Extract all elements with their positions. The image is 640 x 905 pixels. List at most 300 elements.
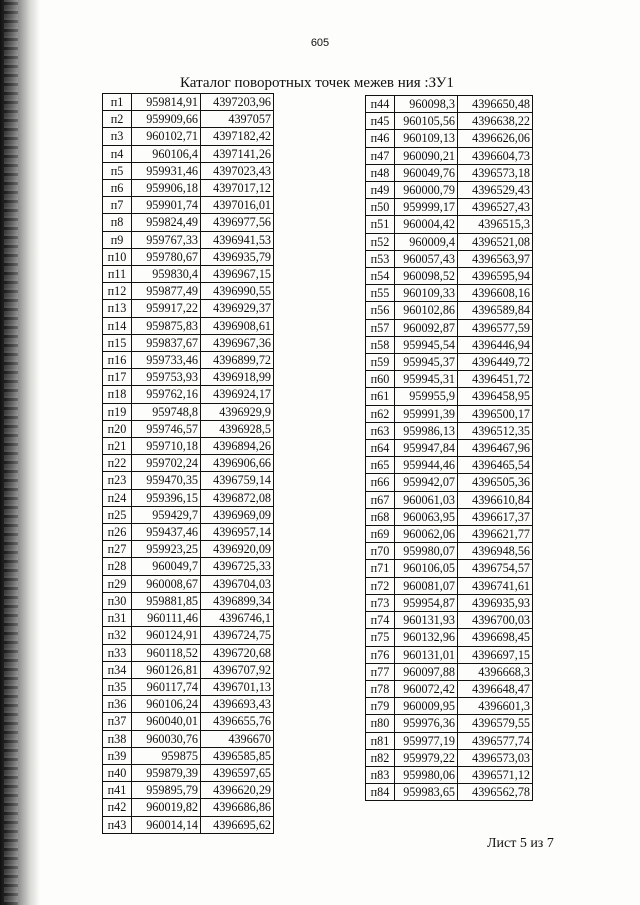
y-coordinate-cell: 4397057 <box>201 111 274 128</box>
table-row <box>103 592 274 609</box>
point-id-cell: п56 <box>366 302 395 319</box>
x-coordinate-cell: 960072,42 <box>395 680 458 697</box>
table-row <box>366 732 533 749</box>
table-row <box>366 113 533 130</box>
table-row <box>366 766 533 783</box>
point-id-cell: п81 <box>366 732 395 749</box>
x-coordinate-cell: 959954,87 <box>395 594 458 611</box>
y-coordinate-cell: 4396446,94 <box>458 336 533 353</box>
x-coordinate-cell: 960131,93 <box>395 612 458 629</box>
y-coordinate-cell: 4396969,09 <box>201 506 274 523</box>
table-row <box>103 197 274 214</box>
catalog-title: Каталог поворотных точек межев ния :ЗУ1 <box>180 75 454 91</box>
x-coordinate-cell: 960061,03 <box>395 491 458 508</box>
x-coordinate-cell: 960124,91 <box>132 627 201 644</box>
point-id-cell: п30 <box>103 592 132 609</box>
table-row <box>366 233 533 250</box>
table-row <box>366 164 533 181</box>
table-row <box>103 214 274 231</box>
x-coordinate-cell: 959429,7 <box>132 506 201 523</box>
table-row <box>366 199 533 216</box>
point-id-cell: п76 <box>366 646 395 663</box>
x-coordinate-cell: 959875,83 <box>132 317 201 334</box>
y-coordinate-cell: 4396458,95 <box>458 388 533 405</box>
x-coordinate-cell: 959762,16 <box>132 386 201 403</box>
table-row <box>366 474 533 491</box>
point-id-cell: п4 <box>103 145 132 162</box>
y-coordinate-cell: 4396601,3 <box>458 698 533 715</box>
x-coordinate-cell: 959955,9 <box>395 388 458 405</box>
y-coordinate-cell: 4396527,43 <box>458 199 533 216</box>
table-row <box>366 646 533 663</box>
table-row <box>103 94 274 111</box>
x-coordinate-cell: 959945,31 <box>395 371 458 388</box>
x-coordinate-cell: 959746,57 <box>132 420 201 437</box>
table-row <box>366 663 533 680</box>
x-coordinate-cell: 959470,35 <box>132 472 201 489</box>
y-coordinate-cell: 4396695,62 <box>201 816 274 833</box>
y-coordinate-cell: 4396704,03 <box>201 575 274 592</box>
point-id-cell: п48 <box>366 164 395 181</box>
point-id-cell: п26 <box>103 524 132 541</box>
x-coordinate-cell: 960049,7 <box>132 558 201 575</box>
point-id-cell: п84 <box>366 784 395 801</box>
y-coordinate-cell: 4396563,97 <box>458 250 533 267</box>
x-coordinate-cell: 959931,46 <box>132 162 201 179</box>
table-row <box>366 526 533 543</box>
table-row <box>366 457 533 474</box>
y-coordinate-cell: 4397203,96 <box>201 94 274 111</box>
table-row <box>366 354 533 371</box>
point-id-cell: п17 <box>103 369 132 386</box>
y-coordinate-cell: 4396720,68 <box>201 644 274 661</box>
x-coordinate-cell: 960132,96 <box>395 629 458 646</box>
x-coordinate-cell: 960117,74 <box>132 678 201 695</box>
x-coordinate-cell: 959767,33 <box>132 231 201 248</box>
table-row <box>366 508 533 525</box>
table-row <box>366 784 533 801</box>
point-id-cell: п41 <box>103 782 132 799</box>
x-coordinate-cell: 960009,4 <box>395 233 458 250</box>
y-coordinate-cell: 4396579,55 <box>458 715 533 732</box>
y-coordinate-cell: 4396929,37 <box>201 300 274 317</box>
point-id-cell: п65 <box>366 457 395 474</box>
y-coordinate-cell: 4396626,06 <box>458 130 533 147</box>
point-id-cell: п57 <box>366 319 395 336</box>
y-coordinate-cell: 4396920,09 <box>201 541 274 558</box>
x-coordinate-cell: 959945,54 <box>395 336 458 353</box>
y-coordinate-cell: 4396595,94 <box>458 268 533 285</box>
point-id-cell: п46 <box>366 130 395 147</box>
table-row <box>366 319 533 336</box>
x-coordinate-cell: 959983,65 <box>395 784 458 801</box>
table-row <box>103 403 274 420</box>
table-row <box>366 594 533 611</box>
point-id-cell: п42 <box>103 799 132 816</box>
x-coordinate-cell: 959824,49 <box>132 214 201 231</box>
y-coordinate-cell: 4396604,73 <box>458 147 533 164</box>
point-id-cell: п67 <box>366 491 395 508</box>
y-coordinate-cell: 4396608,16 <box>458 285 533 302</box>
table-row <box>366 422 533 439</box>
x-coordinate-cell: 960040,01 <box>132 713 201 730</box>
y-coordinate-cell: 4396577,59 <box>458 319 533 336</box>
y-coordinate-cell: 4396899,72 <box>201 352 274 369</box>
table-row <box>103 575 274 592</box>
y-coordinate-cell: 4396906,66 <box>201 455 274 472</box>
point-id-cell: п2 <box>103 111 132 128</box>
point-id-cell: п50 <box>366 199 395 216</box>
point-id-cell: п34 <box>103 661 132 678</box>
y-coordinate-cell: 4396908,61 <box>201 317 274 334</box>
y-coordinate-cell: 4396697,15 <box>458 646 533 663</box>
table-row <box>366 147 533 164</box>
y-coordinate-cell: 4396597,65 <box>201 764 274 781</box>
table-row <box>103 231 274 248</box>
y-coordinate-cell: 4396585,85 <box>201 747 274 764</box>
x-coordinate-cell: 960004,42 <box>395 216 458 233</box>
y-coordinate-cell: 4396741,61 <box>458 577 533 594</box>
point-id-cell: п11 <box>103 266 132 283</box>
point-id-cell: п1 <box>103 94 132 111</box>
x-coordinate-cell: 960105,56 <box>395 113 458 130</box>
point-id-cell: п40 <box>103 764 132 781</box>
table-row <box>366 491 533 508</box>
table-row <box>103 317 274 334</box>
table-row <box>103 661 274 678</box>
table-row <box>103 145 274 162</box>
y-coordinate-cell: 4396573,03 <box>458 749 533 766</box>
x-coordinate-cell: 960000,79 <box>395 182 458 199</box>
table-row <box>366 629 533 646</box>
x-coordinate-cell: 959748,8 <box>132 403 201 420</box>
y-coordinate-cell: 4396617,37 <box>458 508 533 525</box>
table-row <box>366 749 533 766</box>
table-row <box>366 96 533 113</box>
x-coordinate-cell: 959780,67 <box>132 248 201 265</box>
y-coordinate-cell: 4396899,34 <box>201 592 274 609</box>
table-row <box>103 799 274 816</box>
scan-binding-edge <box>0 0 40 905</box>
x-coordinate-cell: 959710,18 <box>132 438 201 455</box>
table-row <box>103 111 274 128</box>
coordinates-table-left <box>102 93 274 834</box>
y-coordinate-cell: 4396967,36 <box>201 334 274 351</box>
table-row <box>103 386 274 403</box>
point-id-cell: п38 <box>103 730 132 747</box>
point-id-cell: п77 <box>366 663 395 680</box>
table-row <box>103 644 274 661</box>
page-number: 605 <box>310 37 330 49</box>
point-id-cell: п16 <box>103 352 132 369</box>
y-coordinate-cell: 4396929,9 <box>201 403 274 420</box>
point-id-cell: п9 <box>103 231 132 248</box>
x-coordinate-cell: 959977,19 <box>395 732 458 749</box>
x-coordinate-cell: 959837,67 <box>132 334 201 351</box>
point-id-cell: п59 <box>366 354 395 371</box>
y-coordinate-cell: 4396562,78 <box>458 784 533 801</box>
x-coordinate-cell: 960063,95 <box>395 508 458 525</box>
point-id-cell: п37 <box>103 713 132 730</box>
y-coordinate-cell: 4397017,12 <box>201 180 274 197</box>
point-id-cell: п58 <box>366 336 395 353</box>
y-coordinate-cell: 4396693,43 <box>201 696 274 713</box>
table-row <box>103 524 274 541</box>
point-id-cell: п39 <box>103 747 132 764</box>
point-id-cell: п12 <box>103 283 132 300</box>
x-coordinate-cell: 959437,46 <box>132 524 201 541</box>
x-coordinate-cell: 960049,76 <box>395 164 458 181</box>
x-coordinate-cell: 960109,13 <box>395 130 458 147</box>
x-coordinate-cell: 960111,46 <box>132 610 201 627</box>
y-coordinate-cell: 4396990,55 <box>201 283 274 300</box>
table-row <box>103 180 274 197</box>
table-row <box>366 698 533 715</box>
x-coordinate-cell: 959945,37 <box>395 354 458 371</box>
y-coordinate-cell: 4396935,79 <box>201 248 274 265</box>
y-coordinate-cell: 4396725,33 <box>201 558 274 575</box>
point-id-cell: п70 <box>366 543 395 560</box>
table-row <box>103 816 274 833</box>
point-id-cell: п22 <box>103 455 132 472</box>
y-coordinate-cell: 4396924,17 <box>201 386 274 403</box>
y-coordinate-cell: 4396668,3 <box>458 663 533 680</box>
point-id-cell: п21 <box>103 438 132 455</box>
table-row <box>366 182 533 199</box>
y-coordinate-cell: 4396638,22 <box>458 113 533 130</box>
x-coordinate-cell: 960092,87 <box>395 319 458 336</box>
point-id-cell: п83 <box>366 766 395 783</box>
y-coordinate-cell: 4396655,76 <box>201 713 274 730</box>
y-coordinate-cell: 4396500,17 <box>458 405 533 422</box>
point-id-cell: п31 <box>103 610 132 627</box>
y-coordinate-cell: 4396724,75 <box>201 627 274 644</box>
table-row <box>103 678 274 695</box>
y-coordinate-cell: 4397023,43 <box>201 162 274 179</box>
point-id-cell: п32 <box>103 627 132 644</box>
y-coordinate-cell: 4396465,54 <box>458 457 533 474</box>
y-coordinate-cell: 4396957,14 <box>201 524 274 541</box>
x-coordinate-cell: 960014,14 <box>132 816 201 833</box>
x-coordinate-cell: 959917,22 <box>132 300 201 317</box>
y-coordinate-cell: 4396894,26 <box>201 438 274 455</box>
y-coordinate-cell: 4396686,86 <box>201 799 274 816</box>
point-id-cell: п15 <box>103 334 132 351</box>
point-id-cell: п25 <box>103 506 132 523</box>
x-coordinate-cell: 959396,15 <box>132 489 201 506</box>
y-coordinate-cell: 4396451,72 <box>458 371 533 388</box>
y-coordinate-cell: 4396512,35 <box>458 422 533 439</box>
table-row <box>366 285 533 302</box>
table-row <box>366 440 533 457</box>
table-row <box>366 371 533 388</box>
point-id-cell: п20 <box>103 420 132 437</box>
point-id-cell: п45 <box>366 113 395 130</box>
point-id-cell: п8 <box>103 214 132 231</box>
point-id-cell: п68 <box>366 508 395 525</box>
y-coordinate-cell: 4396529,43 <box>458 182 533 199</box>
y-coordinate-cell: 4396754,57 <box>458 560 533 577</box>
table-row <box>103 472 274 489</box>
y-coordinate-cell: 4396621,77 <box>458 526 533 543</box>
y-coordinate-cell: 4396620,29 <box>201 782 274 799</box>
y-coordinate-cell: 4396707,92 <box>201 661 274 678</box>
table-row <box>366 612 533 629</box>
point-id-cell: п3 <box>103 128 132 145</box>
y-coordinate-cell: 4396577,74 <box>458 732 533 749</box>
table-row <box>103 764 274 781</box>
x-coordinate-cell: 960106,05 <box>395 560 458 577</box>
table-row <box>103 696 274 713</box>
point-id-cell: п49 <box>366 182 395 199</box>
y-coordinate-cell: 4396571,12 <box>458 766 533 783</box>
table-row <box>366 543 533 560</box>
point-id-cell: п28 <box>103 558 132 575</box>
x-coordinate-cell: 959944,46 <box>395 457 458 474</box>
point-id-cell: п35 <box>103 678 132 695</box>
x-coordinate-cell: 960102,71 <box>132 128 201 145</box>
y-coordinate-cell: 4396698,45 <box>458 629 533 646</box>
y-coordinate-cell: 4396670 <box>201 730 274 747</box>
table-row <box>103 506 274 523</box>
point-id-cell: п18 <box>103 386 132 403</box>
y-coordinate-cell: 4396650,48 <box>458 96 533 113</box>
y-coordinate-cell: 4396573,18 <box>458 164 533 181</box>
x-coordinate-cell: 959979,22 <box>395 749 458 766</box>
y-coordinate-cell: 4396701,13 <box>201 678 274 695</box>
x-coordinate-cell: 960131,01 <box>395 646 458 663</box>
x-coordinate-cell: 959986,13 <box>395 422 458 439</box>
y-coordinate-cell: 4396610,84 <box>458 491 533 508</box>
x-coordinate-cell: 960106,24 <box>132 696 201 713</box>
table-row <box>366 302 533 319</box>
x-coordinate-cell: 959753,93 <box>132 369 201 386</box>
point-id-cell: п5 <box>103 162 132 179</box>
table-row <box>366 130 533 147</box>
point-id-cell: п44 <box>366 96 395 113</box>
point-id-cell: п54 <box>366 268 395 285</box>
table-row <box>103 128 274 145</box>
point-id-cell: п43 <box>103 816 132 833</box>
table-row <box>103 438 274 455</box>
table-row <box>103 352 274 369</box>
x-coordinate-cell: 960098,52 <box>395 268 458 285</box>
table-row <box>103 713 274 730</box>
table-row <box>103 610 274 627</box>
x-coordinate-cell: 959980,06 <box>395 766 458 783</box>
x-coordinate-cell: 959923,25 <box>132 541 201 558</box>
point-id-cell: п47 <box>366 147 395 164</box>
point-id-cell: п52 <box>366 233 395 250</box>
point-id-cell: п80 <box>366 715 395 732</box>
point-id-cell: п36 <box>103 696 132 713</box>
point-id-cell: п71 <box>366 560 395 577</box>
y-coordinate-cell: 4396505,36 <box>458 474 533 491</box>
y-coordinate-cell: 4396515,3 <box>458 216 533 233</box>
x-coordinate-cell: 960081,07 <box>395 577 458 594</box>
x-coordinate-cell: 959947,84 <box>395 440 458 457</box>
table-row <box>103 730 274 747</box>
x-coordinate-cell: 960109,33 <box>395 285 458 302</box>
y-coordinate-cell: 4396467,96 <box>458 440 533 457</box>
x-coordinate-cell: 960098,3 <box>395 96 458 113</box>
y-coordinate-cell: 4397141,26 <box>201 145 274 162</box>
table-row <box>103 420 274 437</box>
x-coordinate-cell: 959702,24 <box>132 455 201 472</box>
point-id-cell: п60 <box>366 371 395 388</box>
table-row <box>103 266 274 283</box>
y-coordinate-cell: 4396589,84 <box>458 302 533 319</box>
table-row <box>366 560 533 577</box>
x-coordinate-cell: 960126,81 <box>132 661 201 678</box>
x-coordinate-cell: 960008,67 <box>132 575 201 592</box>
point-id-cell: п13 <box>103 300 132 317</box>
point-id-cell: п33 <box>103 644 132 661</box>
sheet-label: Лист 5 из 7 <box>487 836 554 851</box>
table-row <box>366 388 533 405</box>
x-coordinate-cell: 959733,46 <box>132 352 201 369</box>
point-id-cell: п53 <box>366 250 395 267</box>
point-id-cell: п29 <box>103 575 132 592</box>
table-row <box>103 300 274 317</box>
y-coordinate-cell: 4396521,08 <box>458 233 533 250</box>
table-row <box>103 162 274 179</box>
point-id-cell: п62 <box>366 405 395 422</box>
point-id-cell: п74 <box>366 612 395 629</box>
y-coordinate-cell: 4396948,56 <box>458 543 533 560</box>
x-coordinate-cell: 960009,95 <box>395 698 458 715</box>
y-coordinate-cell: 4397182,42 <box>201 128 274 145</box>
point-id-cell: п61 <box>366 388 395 405</box>
table-row <box>366 250 533 267</box>
point-id-cell: п23 <box>103 472 132 489</box>
point-id-cell: п63 <box>366 422 395 439</box>
x-coordinate-cell: 959814,91 <box>132 94 201 111</box>
x-coordinate-cell: 959830,4 <box>132 266 201 283</box>
point-id-cell: п73 <box>366 594 395 611</box>
x-coordinate-cell: 959879,39 <box>132 764 201 781</box>
point-id-cell: п55 <box>366 285 395 302</box>
table-row <box>103 627 274 644</box>
point-id-cell: п27 <box>103 541 132 558</box>
y-coordinate-cell: 4396872,08 <box>201 489 274 506</box>
table-row <box>103 248 274 265</box>
point-id-cell: п51 <box>366 216 395 233</box>
x-coordinate-cell: 959875 <box>132 747 201 764</box>
table-row <box>103 283 274 300</box>
table-row <box>366 216 533 233</box>
table-row <box>103 558 274 575</box>
y-coordinate-cell: 4396967,15 <box>201 266 274 283</box>
y-coordinate-cell: 4396648,47 <box>458 680 533 697</box>
x-coordinate-cell: 959980,07 <box>395 543 458 560</box>
table-row <box>103 455 274 472</box>
point-id-cell: п79 <box>366 698 395 715</box>
point-id-cell: п82 <box>366 749 395 766</box>
x-coordinate-cell: 959909,66 <box>132 111 201 128</box>
point-id-cell: п78 <box>366 680 395 697</box>
y-coordinate-cell: 4396941,53 <box>201 231 274 248</box>
x-coordinate-cell: 960090,21 <box>395 147 458 164</box>
y-coordinate-cell: 4397016,01 <box>201 197 274 214</box>
table-row <box>103 489 274 506</box>
point-id-cell: п64 <box>366 440 395 457</box>
table-row <box>103 747 274 764</box>
x-coordinate-cell: 959976,36 <box>395 715 458 732</box>
x-coordinate-cell: 960019,82 <box>132 799 201 816</box>
point-id-cell: п75 <box>366 629 395 646</box>
y-coordinate-cell: 4396746,1 <box>201 610 274 627</box>
